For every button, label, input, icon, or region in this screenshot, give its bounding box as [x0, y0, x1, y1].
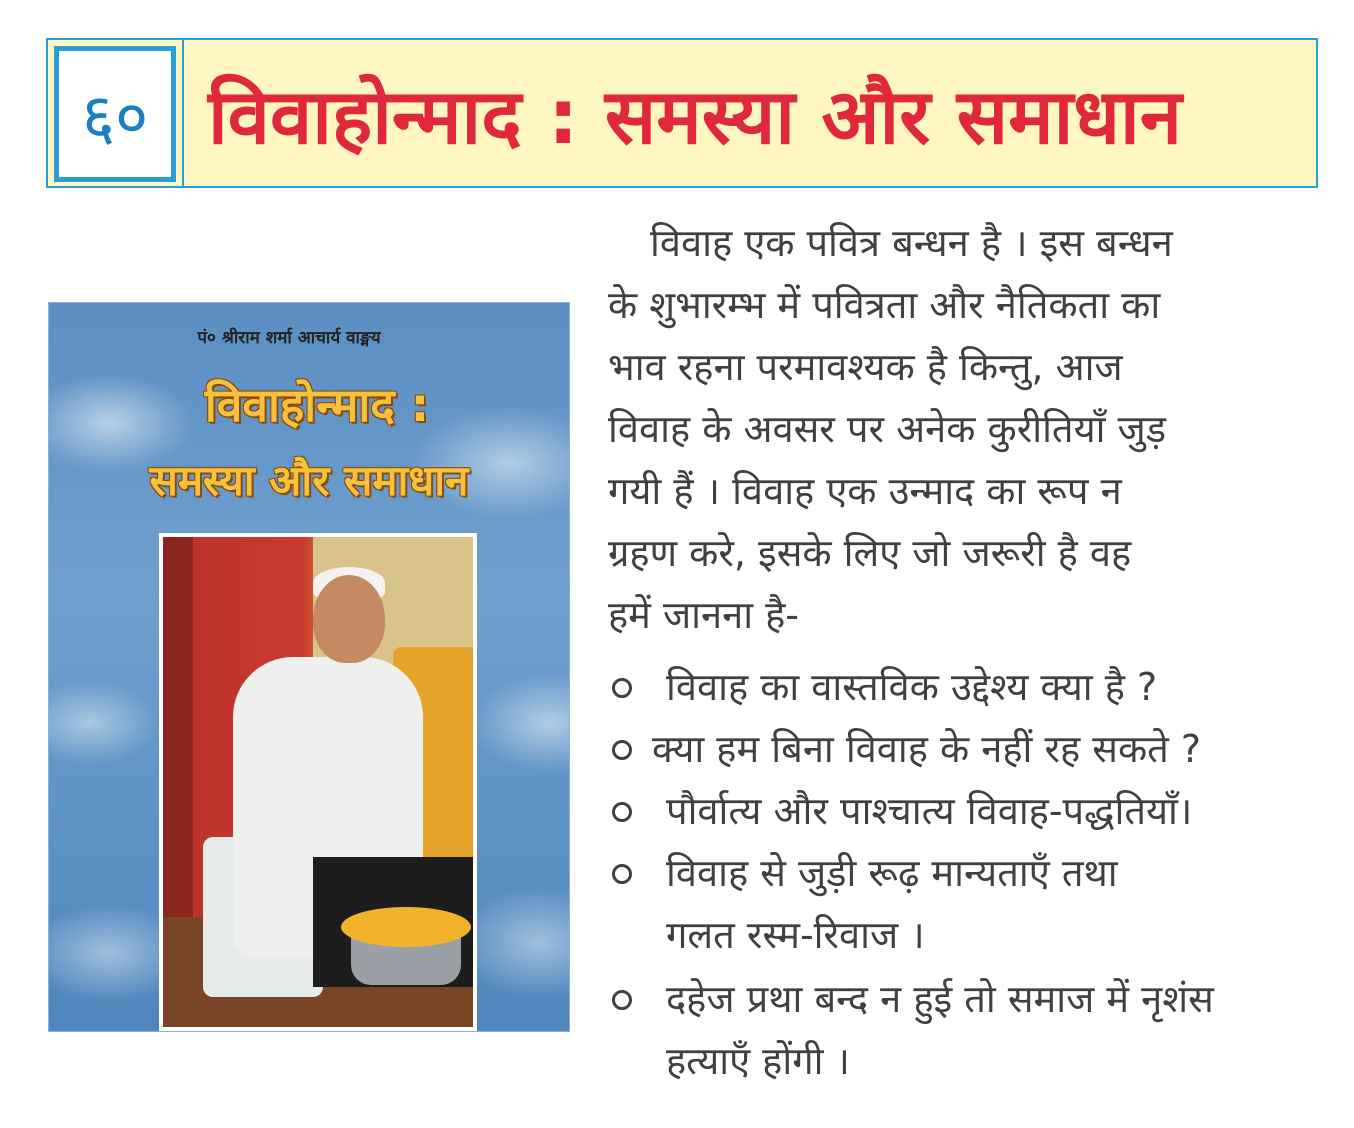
bullet-circle-icon — [612, 678, 632, 698]
cover-author: पं० श्रीराम शर्मा आचार्य वाङ्मय — [197, 328, 381, 348]
chapter-number: ६० — [54, 46, 176, 182]
list-item-text: दहेज प्रथा बन्द न हुई तो समाज में नृशंस — [666, 977, 1214, 1021]
chapter-header — [46, 38, 1318, 188]
cover-title-line2: समस्या और समाधान — [149, 456, 469, 505]
paragraph-line: विवाह एक पवित्र बन्धन है । इस बन्धन — [650, 221, 1173, 265]
bullet-circle-icon — [612, 802, 632, 822]
paragraph-line: गयी हैं । विवाह एक उन्माद का रूप न — [608, 469, 1122, 513]
list-item — [608, 780, 1320, 842]
paragraph-line: भाव रहना परमावश्यक है किन्तु, आज — [608, 345, 1123, 389]
list-item-text: क्या हम बिना विवाह के नहीं रह सकते ? — [652, 727, 1202, 771]
bullet-circle-icon — [612, 740, 632, 760]
list-item-text: विवाह का वास्तविक उद्देश्य क्या है ? — [666, 665, 1158, 709]
bullet-circle-icon — [612, 864, 632, 884]
list-item — [608, 842, 1320, 904]
list-item-text: पौर्वात्य और पाश्चात्य विवाह-पद्धतियाँ। — [666, 789, 1193, 833]
list-item-text: हत्याएँ होंगी । — [666, 1039, 850, 1083]
list-item — [608, 656, 1320, 718]
cover-title-line1: विवाहोन्माद : — [204, 378, 430, 432]
paragraph-line: विवाह के अवसर पर अनेक कुरीतियाँ जुड़ — [608, 407, 1167, 451]
list-item — [608, 968, 1320, 1030]
list-item — [608, 718, 1320, 780]
book-cover-image — [48, 302, 570, 1032]
header-divider — [182, 40, 184, 186]
chapter-title: विवाहोन्माद : समस्या और समाधान — [208, 71, 1182, 161]
paragraph-line: के शुभारम्भ में पवित्रता और नैतिकता का — [608, 283, 1161, 327]
paragraph-line: ग्रहण करे, इसके लिए जो जरूरी है वह — [608, 531, 1132, 575]
bullet-circle-icon — [612, 990, 632, 1010]
cover-photo — [159, 533, 477, 1031]
list-item-text: विवाह से जुड़ी रूढ़ मान्यताएँ तथा — [666, 851, 1118, 895]
paragraph-line: हमें जानना है- — [608, 593, 800, 637]
list-item-text: गलत रस्म-रिवाज । — [666, 913, 925, 957]
